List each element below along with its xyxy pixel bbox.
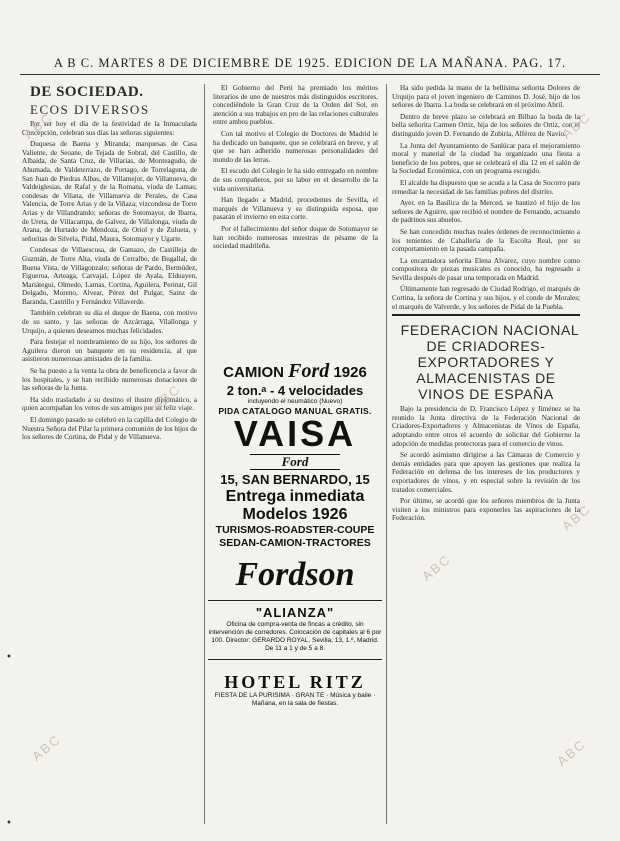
ad-camion-label: CAMION	[223, 364, 284, 381]
alianza-text: Oficina de compra-venta de fincas a crédito, sin intervención de corredores. Colocación de capitales al 6 por 100. Director: GERARDO ROYAL. Sevilla, 13, 1.º, Madrid. De 11 a 1 y de 5 a 8.	[208, 621, 382, 652]
ad-models-list: SEDAN-CAMION-TRACTORES	[219, 537, 371, 549]
article-paragraph: Por último, se acordó que los señores miembros de la Junta visiten a los ministros para exponerles las aspiraciones de la Federación.	[392, 497, 580, 523]
ford-dealer-logo: Ford	[250, 454, 340, 470]
article-paragraph: El Gobierno del Perú ha premiado los méritos literarios de uno de nuestros más distinguidos escritores, concediéndole la Gran Cruz de la Orden del Sol, en atención a sus trabajos en pro de las relaciones culturales entre ambos pueblos.	[213, 84, 378, 127]
article-paragraph: Se han concedido muchas reales órdenes de reconocimiento a los tenientes de Caballería de la Escolta Real, por su comportamiento en la pasada campaña.	[392, 227, 580, 254]
abc-watermark: ABC	[419, 551, 454, 584]
article-paragraph: El escudo del Colegio le ha sido entregado en nombre de sus compañeros, por su labor en el desarrollo de la vida universitaria.	[213, 167, 378, 193]
article-paragraph: Últimamente han regresado de Ciudad Rodrigo, el marqués de Cortina, la señora de Cortina y sus hijos, y el conde de Morales; el marqués de Valverde, y los señores de Pidal de la Puebla.	[392, 285, 580, 311]
fordson-logo: Fordson	[235, 556, 355, 593]
ad-models-list: TURISMOS-ROADSTER-COUPE	[215, 524, 375, 536]
ad-tons: 2 ton.ᵃ - 4 velocidades	[226, 383, 364, 398]
article-paragraph: Dentro de breve plazo se celebrará en Bilbao la boda de la bella señorita Carmen Ortiz, hija de los señores de Ortiz, con el distinguido joven D. Fernando de Zubiría, Alférez de Navío.	[392, 112, 580, 138]
alianza-title: "ALIANZA"	[255, 605, 335, 620]
hotel-title: HOTEL RITZ	[224, 672, 366, 692]
article-paragraph: Ayer, en la Basílica de la Merced, se bautizó el hijo de los señores de Aguirre, que recibió el nombre de Fernando, actuando de padrinos sus abuelos.	[392, 199, 580, 225]
middle-column	[213, 84, 378, 349]
section-heading: DE SOCIEDAD.	[30, 84, 144, 100]
abc-watermark: ABC	[29, 731, 64, 764]
hotel-text: FIESTA DE LA PURISIMA · GRAN TE · Música y baile · Mañana, en la sala de fiestas.	[214, 692, 376, 707]
article-paragraph: Ha sido trasladado a su destino el ilustre diplomático, a quien acompañan los votos de sus amigos por su feliz viaje.	[22, 395, 197, 413]
article-paragraph: Por ser hoy el día de la festividad de la Inmaculada Concepción, celebran sus días las señoras siguientes:	[22, 120, 197, 137]
section-subheading: ECOS DIVERSOS	[30, 102, 150, 117]
alianza-ad	[208, 600, 382, 653]
right-column	[392, 84, 580, 824]
ford-advertisement	[208, 358, 382, 828]
article-paragraph: Con tal motivo el Colegio de Doctores de Madrid le ha dedicado un banquete, que se celebrará en breve, y al que se han adherido numerosas personalidades del mundo de las letras.	[213, 129, 378, 164]
abc-watermark: ABC	[149, 381, 184, 414]
abc-watermark: ABC	[559, 109, 594, 142]
page-header: A B C. MARTES 8 DE DICIEMBRE DE 1925. EDICION DE LA MAÑANA. PAG. 17.	[53, 56, 567, 70]
article-paragraph: Bajo la presidencia de D. Francisco López y Jiménez se ha reunido la Junta directiva de la Federación Nacional de Criadores-Exportadores y Almacenistas de Vinos de España, adoptando entre otros el acuerdo de solicitar del Gobierno la adopción de medidas protectoras para el comercio de vinos.	[392, 405, 580, 448]
ad-small-text: incluyendo el neumático (Nuevo)	[247, 398, 343, 405]
article-paragraph: Condesas de Villaescusa, de Gamazo, de Castilleja de Guzmán, de Torre Alta, viuda de Cerralbo, de Bugallal, de Buena Vista, de Villagonzalo; señoras de Pardo, Bermúdez, Figueroa, Arteaga, Carvajal, López de Ayala, Elduayen, Mariátegui, Olmedo, Lamas, Cortina, Aguilera, Perinat, Gil Delgado, Moreno, Alvear, Pérez del Pulgar, Sainz de Baranda, Castrillo y Fernández Villaverde.	[22, 246, 197, 306]
ad-delivery: Entrega inmediata	[225, 488, 365, 505]
ad-brand-vaisa: VAISA	[233, 416, 357, 452]
article-paragraph: También celebran su día el duque de Baena, con motivo de su santo, y las señoras de Azcárraga, Vilallonga y Urquijo, a quienes deseamos muchas felicidades.	[22, 309, 197, 335]
header-rule	[20, 74, 600, 75]
hotel-ritz-ad	[208, 659, 382, 708]
article-paragraph: El alcalde ha dispuesto que se acuda a la Casa de Socorro para remediar la necesidad de las familias pobres del distrito.	[392, 178, 580, 196]
ad-catalog-offer: PIDA CATALOGO MANUAL GRATIS.	[218, 406, 372, 416]
article-paragraph: Ha sido pedida la mano de la bellísima señorita Dolores de Urquijo para el joven ingeniero de Caminos D. José, hijo de los señores de Ibarra. La boda se celebrará en el próximo Abril.	[392, 84, 580, 110]
federation-heading: FEDERACION NACIONAL DE CRIADORES-EXPORTADORES Y ALMACENISTAS DE VINOS DE ESPAÑA	[392, 314, 580, 402]
article-paragraph: Se ha puesto a la venta la obra de beneficencia a favor de los hospitales, y se han recibido numerosas donaciones de las señoras de la Junta.	[22, 367, 197, 393]
article-paragraph: El domingo pasado se celebró en la capilla del Colegio de Nuestra Señora del Pilar la primera comunión de los hijos de los señores de Cortina, de Pidal y de Villanueva.	[22, 416, 197, 442]
article-paragraph: Han llegado a Madrid, procedentes de Sevilla, el marqués de Villanueva y su distinguida esposa, que pasarán el invierno en esta corte.	[213, 196, 378, 222]
margin-mark: •	[6, 652, 12, 663]
article-paragraph: Para festejar el nombramiento de su hijo, los señores de Aguilera dieron un banquete en su residencia, al que asistieron numerosas amistades de la familia.	[22, 338, 197, 364]
ad-address: 15, SAN BERNARDO, 15	[220, 472, 370, 487]
margin-mark: •	[6, 818, 12, 829]
ford-logo: Ford	[288, 360, 330, 382]
article-paragraph: La Junta del Ayuntamiento de Sanlúcar para el mejoramiento moral y material de la ciudad ha organizado una fiesta a beneficio de los pobres, que se celebrará el día 12 en el salón de la Sociedad Económica, con un programa escogido.	[392, 141, 580, 176]
article-paragraph: Por el fallecimiento del señor duque de Sotomayor se han recibido numerosas muestras de pésame de la sociedad madrileña.	[213, 224, 378, 251]
ad-models-year: Modelos 1926	[242, 506, 348, 523]
abc-watermark: ABC	[559, 501, 594, 534]
ad-headline	[208, 360, 382, 383]
article-paragraph: Se acordó asimismo dirigirse a las Cámaras de Comercio y demás entidades para que apoyen las gestiones que realiza la Federación en defensa de los intereses de los productores y exportadores de vinos, y en especial sobre la revisión de los tratados comerciales.	[392, 451, 580, 494]
column-divider	[386, 84, 387, 824]
article-paragraph: Duquesa de Baena y Miranda; marquesas de Casa Valiente, de Seoane, de Tejada de Sobral, del Castillo, de Albaida, de Santa Cruz, de Villarias, de Monteagudo, de Ahumada, de Valdeterrazo, de Portago, de Torrelaguna, de San Juan de Piedras Albas, de Villamejor, de Villanueva, de Valdeiglesias, de Rafal y de la Romana, viuda de Lamas; condesas de Vilana, de Villanueva de Perales, de Casa Valencia, de Torre Arias y de la Viñaza; vizcondesa de Torre Arias y de Villandrando; señoras de Sotomayor, de Ibarra, de Ureta, de Villacampa, de Galvez, de Villalonga, viuda de Arana, de Hurtado de Mendoza, de Oriol y de Zulueta, y señoritas de Silvela, Pidal, Maura, Sotomayor y Ugarte.	[22, 140, 197, 243]
ad-year: 1926	[333, 364, 367, 381]
column-divider	[204, 84, 205, 824]
abc-watermark: ABC	[21, 109, 56, 142]
left-column	[22, 84, 197, 824]
article-paragraph: La encantadora señorita Elena Alvarez, cuyo nombre como compositora de piezas musicales es conocido, ha regresado a Sevilla después de pasar una temporada en Madrid.	[392, 256, 580, 282]
abc-watermark: ABC	[554, 736, 589, 769]
